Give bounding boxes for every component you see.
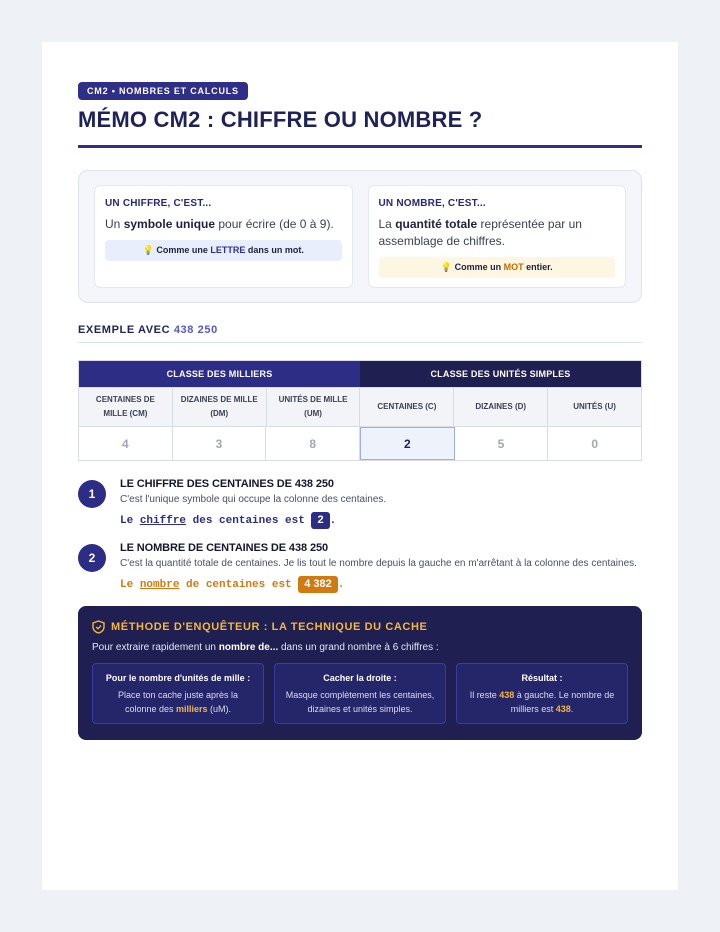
definition-card-nombre — [368, 185, 627, 288]
digit-cell: 8 — [266, 427, 360, 460]
definitions-box — [78, 170, 642, 303]
step-text: C'est l'unique symbole qui occupe la colonne des centaines. — [120, 494, 387, 505]
place-value-table — [78, 360, 642, 461]
step-title: LE NOMBRE DE CENTAINES DE 438 250 — [120, 542, 328, 554]
digit-cell: 4 — [79, 427, 173, 460]
column-header: UNITÉS (U) — [573, 402, 616, 411]
digit-cell: 0 — [591, 436, 599, 451]
method-card-title: Cacher la droite : — [323, 673, 397, 683]
answer-pill: 4 382 — [298, 576, 338, 593]
definition-heading: UN CHIFFRE, C'EST... — [105, 198, 212, 209]
method-card-text: Place ton cache juste après la colonne des milliers (uM). — [117, 690, 239, 714]
step-title: LE CHIFFRE DES CENTAINES DE 438 250 — [120, 478, 334, 490]
example-heading: EXEMPLE AVEC 438 250 — [78, 324, 218, 336]
steps-list — [78, 478, 642, 594]
example-divider — [78, 342, 642, 343]
step-text: C'est la quantité totale de centaines. Je lis tout le nombre depuis la gauche en m'arrêtant à la colonne des centaines. — [120, 558, 637, 569]
method-card-title: Pour le nombre d'unités de mille : — [105, 673, 251, 683]
column-header: DIZAINES DE MILLE (DM) — [173, 388, 267, 426]
page-title: MÉMO CM2 : CHIFFRE OU NOMBRE ? — [78, 107, 483, 132]
method-cards — [92, 663, 628, 724]
step-body — [120, 478, 642, 530]
definition-text: Un symbole unique pour écrire (de 0 à 9). — [105, 217, 334, 231]
definition-text: La quantité totale représentée par un assemblage de chiffres. — [378, 217, 582, 248]
method-box — [78, 606, 642, 740]
lightbulb-icon: 💡 — [440, 262, 453, 272]
definition-tip: 💡 Comme une LETTRE dans un mot. — [105, 240, 342, 261]
step-body — [120, 542, 642, 594]
digit-row — [79, 426, 641, 460]
class-header-unites: CLASSE DES UNITÉS SIMPLES — [360, 361, 641, 387]
method-card-text: Masque complètement les centaines, dizaines et unités simples. — [285, 690, 435, 714]
method-card — [92, 663, 264, 724]
step-item — [78, 478, 642, 530]
shield-icon — [92, 620, 105, 634]
step-item — [78, 542, 642, 594]
method-heading: MÉTHODE D'ENQUÊTEUR : LA TECHNIQUE DU CACHE — [92, 620, 628, 634]
memo-page — [42, 42, 678, 890]
lightbulb-icon: 💡 — [142, 245, 154, 255]
step-number-badge: 1 — [78, 480, 106, 508]
class-header-row — [79, 361, 641, 387]
definition-card-chiffre — [94, 185, 353, 288]
digit-cell: 3 — [173, 427, 267, 460]
column-header: CENTAINES DE MILLE (CM) — [79, 388, 173, 426]
step-conclusion: Le nombre de centaines est 4 382 . — [120, 578, 345, 591]
definition-tip: 💡 Comme un MOT entier. — [379, 257, 616, 278]
memo-content — [78, 81, 642, 740]
method-card — [456, 663, 628, 724]
column-header: DIZAINES (D) — [454, 388, 548, 426]
digit-cell: 5 — [455, 427, 549, 460]
column-header-row — [79, 387, 641, 426]
answer-pill: 2 — [311, 512, 329, 529]
definition-heading: UN NOMBRE, C'EST... — [378, 198, 486, 209]
column-header: CENTAINES (C) — [360, 388, 454, 426]
method-card — [274, 663, 446, 724]
column-header: UNITÉS DE MILLE (UM) — [267, 388, 361, 426]
title-divider — [78, 145, 642, 148]
category-tag: CM2 • NOMBRES ET CALCULS — [78, 82, 248, 100]
method-intro: Pour extraire rapidement un nombre de... dans un grand nombre à 6 chiffres : — [92, 642, 439, 653]
step-conclusion: Le chiffre des centaines est 2 . — [120, 514, 337, 527]
method-card-title: Résultat : — [521, 673, 563, 683]
class-header-milliers: CLASSE DES MILLIERS — [79, 361, 360, 387]
method-card-text: Il reste 438 à gauche. Le nombre de milliers est 438. — [469, 690, 615, 714]
step-number-badge: 2 — [78, 544, 106, 572]
digit-cell-highlighted: 2 — [360, 427, 455, 460]
